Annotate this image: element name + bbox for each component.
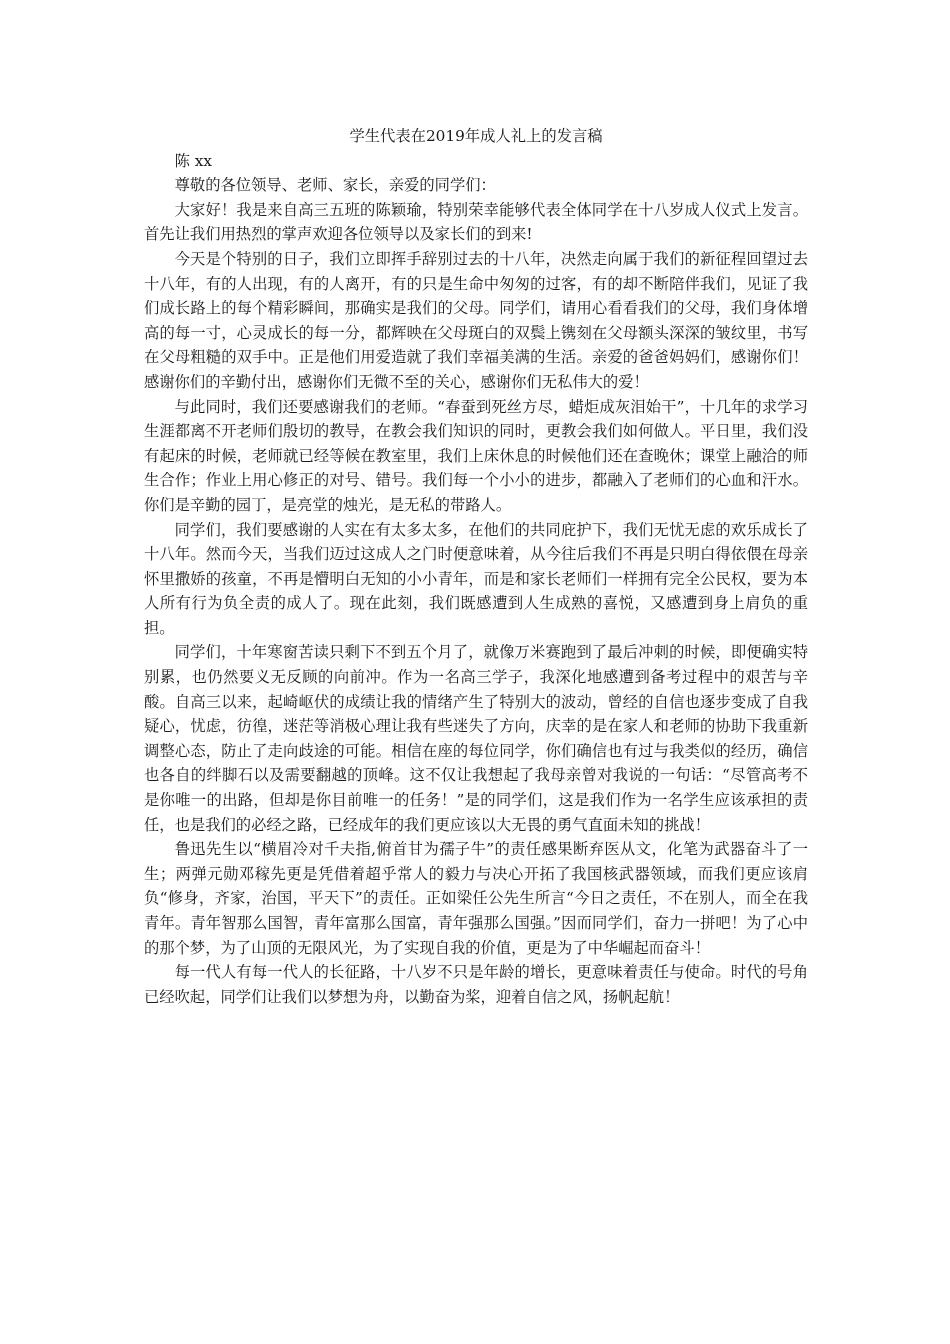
document-body (144, 124, 808, 1009)
salutation: 尊敬的各位领导、老师、家长，亲爱的同学们： (174, 176, 496, 195)
paragraph-teachers: 与此同时，我们还要感谢我们的老师。“春蚕到死丝方尽，蜡炬成灰泪始干”，十几年的求学习生涯都离不开老师们殷切的教导，在教会我们知识的同时，更教会我们如何做人。平日里，我们没有起床的时候，老师就已经等候在教室里，我们上床休息的时候他们还在查晚休；课堂上融洽的师生合作；作业上用心修正的对号、错号。我们每一个小小的进步，都融入了老师们的心血和汗水。你们是辛勤的园丁，是亮堂的烛光，是无私的带路人。 (144, 397, 808, 514)
paragraph-greeting: 大家好！我是来自高三五班的陈颖瑜，特别荣幸能够代表全体同学在十八岁成人仪式上发言。首先让我们用热烈的掌声欢迎各位领导以及家长们的到来! (144, 200, 808, 244)
document-title: 学生代表在2019年成人礼上的发言稿 (349, 127, 603, 145)
paragraph-responsibility: 鲁迅先生以“横眉冷对千夫指,俯首甘为孺子牛”的责任感果断弃医从文，化笔为武器奋斗了一生；两弹元勋邓稼先更是凭借着超乎常人的毅力与决心开拓了我国核武器领域，而我们更应该肩负“修身，齐家，治国，平天下”的责任。正如梁任公先生所言“今日之责任，不在别人，而全在我青年。青年智那么国智，青年富那么国富，青年强那么国强。”因而同学们，奋力一拼吧！为了心中的那个梦，为了山顶的无限风光，为了实现自我的价值，更是为了中华崛起而奋斗！ (144, 840, 808, 957)
paragraph-exam: 同学们，十年寒窗苦读只剩下不到五个月了，就像万米赛跑到了最后冲刺的时候，即便确实特别累，也仍然要义无反顾的向前冲。作为一名高三学子，我深化地感遭到备考过程中的艰苦与辛酸。自高三以来，起崎岖伏的成绩让我的情绪产生了特别大的波动，曾经的自信也逐步变成了自我疑心，忧虑，彷徨，迷茫等消极心理让我有些迷失了方向，庆幸的是在家人和老师的协助下我重新调整心态，防止了走向歧途的可能。相信在座的每位同学，你们确信也有过与我类似的经历，确信也各自的绊脚石以及需要翻越的顶峰。这不仅让我想起了我母亲曾对我说的一句话：“尽管高考不是你唯一的出路，但却是你目前唯一的任务！”是的同学们，这是我们作为一名学生应该承担的责任，也是我们的必经之路，已经成年的我们更应该以大无畏的勇气直面未知的挑战！ (144, 643, 808, 834)
paragraph-closing: 每一代人有每一代人的长征路，十八岁不只是年龄的增长，更意味着责任与使命。时代的号角已经吹起，同学们让我们以梦想为舟，以勤奋为桨，迎着自信之风，扬帆起航！ (144, 963, 808, 1006)
author-line: 陈 xx (174, 151, 213, 170)
paragraph-parents: 今天是个特别的日子，我们立即挥手辞别过去的十八年，决然走向属于我们的新征程回望过去十八年，有的人出现，有的人离开，有的只是生命中匆匆的过客，有的却不断陪伴我们，见证了我们成长路上的每个精彩瞬间，那确实是我们的父母。同学们，请用心看看我们的父母，我们身体增高的每一寸，心灵成长的每一分，都辉映在父母斑白的双鬓上镌刻在父母额头深深的皱纹里，书写在父母粗糙的双手中。正是他们用爱造就了我们幸福美满的生活。亲爱的爸爸妈妈们，感谢你们！感谢你们的辛勤付出，感谢你们无微不至的关心，感谢你们无私伟大的爱！ (144, 249, 808, 391)
paragraph-adulthood: 同学们，我们要感谢的人实在有太多太多，在他们的共同庇护下，我们无忧无虑的欢乐成长了十八年。然而今天，当我们迈过这成人之门时便意味着，从今往后我们不再是只明白得依偎在母亲怀里撒娇的孩童，不再是懵明白无知的小小青年，而是和家长老师们一样拥有完全公民权，要为本人所有行为负全责的成人了。现在此刻，我们既感遭到人生成熟的喜悦，又感遭到身上肩负的重担。 (144, 520, 808, 637)
